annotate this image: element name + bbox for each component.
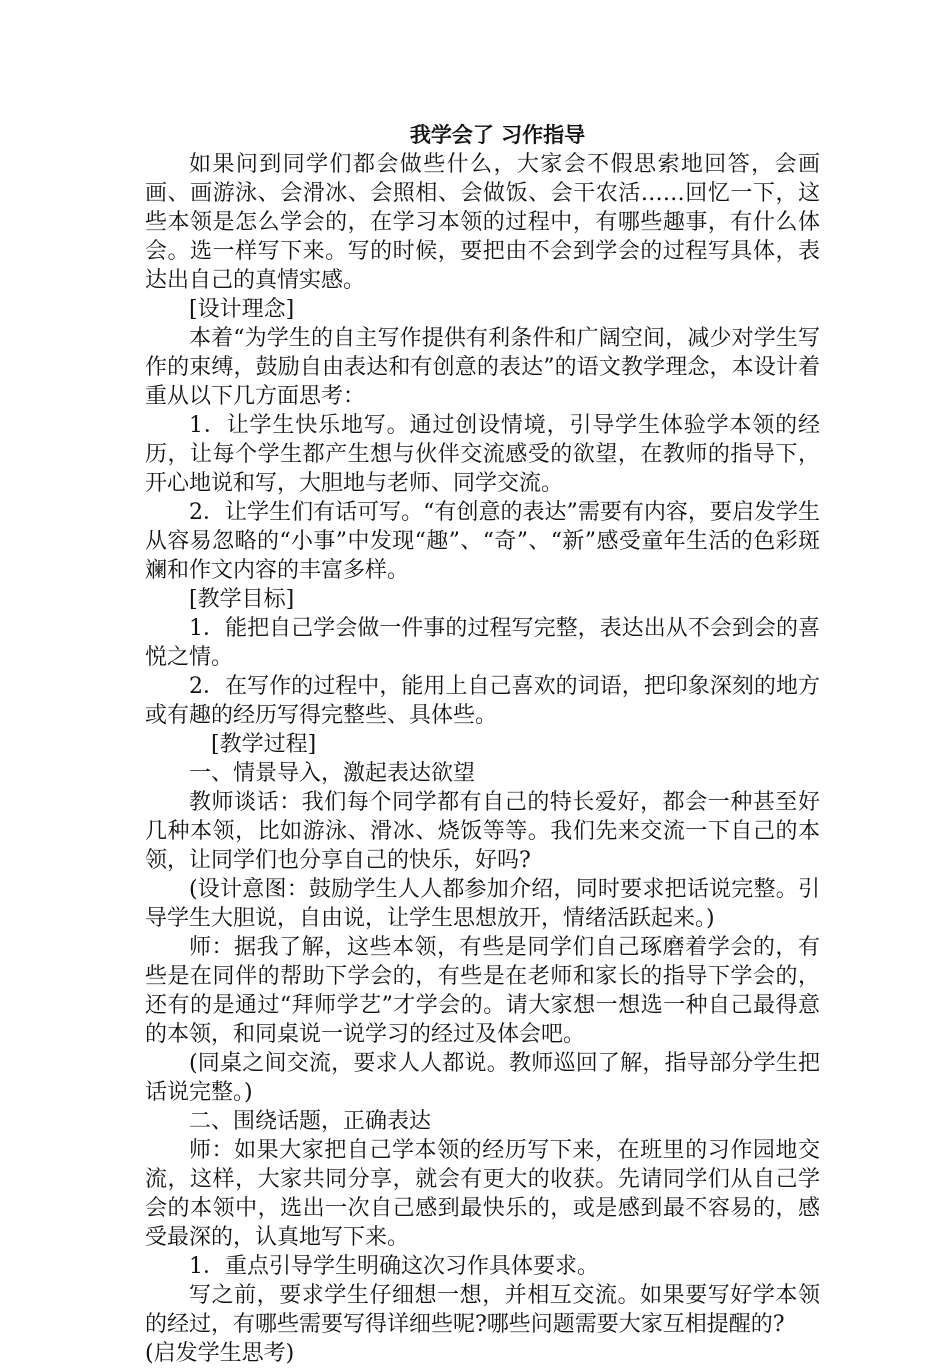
process-step-1-heading: 一、情景导入，激起表达欲望 (189, 761, 476, 786)
teacher-explanation-paragraph: 师：据我了解，这些本领，有些是同学们自己琢磨着学会的，有些是在同伴的帮助下学会的，有些是在老师和家长的指导下学会的，还有的是通过“拜师学艺”才学会的。请大家想一想选一种自己最得意的本领，和同桌说一说学习的经过及体会吧。 (145, 935, 820, 1047)
section-heading-design-concept: [设计理念] (189, 297, 295, 322)
document-title: 我学会了 习作指导 (409, 123, 586, 147)
document-page (145, 120, 820, 1368)
section-heading-teaching-goals: [教学目标] (189, 587, 295, 612)
design-concept-paragraph: 本着“为学生的自主写作提供有利条件和广阔空间，减少对学生写作的束缚，鼓励自由表达和有创意的表达”的语文教学理念，本设计着重从以下几方面思考： (145, 326, 820, 409)
goal-1: 1．能把自己学会做一件事的过程写完整，表达出从不会到会的喜悦之情。 (145, 616, 820, 670)
goal-2: 2．在写作的过程中，能用上自己喜欢的词语，把印象深刻的地方或有趣的经历写得完整些、具体些。 (145, 674, 820, 728)
key-guidance-point: 1．重点引导学生明确这次习作具体要求。 (189, 1254, 599, 1279)
pre-writing-paragraph: 写之前，要求学生仔细想一想，并相互交流。如果要写好学本领的经过，有哪些需要写得详细些呢?哪些问题需要大家互相提醒的? (145, 1283, 820, 1337)
design-point-2: 2．让学生们有话可写。“有创意的表达”需要有内容，要启发学生从容易忽略的“小事”中发现“趣”、“奇”、“新”感受童年生活的色彩斑斓和作文内容的丰富多样。 (145, 500, 820, 583)
process-step-2-heading: 二、围绕话题，正确表达 (189, 1109, 432, 1134)
teacher-talk-paragraph: 教师谈话：我们每个同学都有自己的特长爱好，都会一种甚至好几种本领，比如游泳、滑冰、烧饭等等。我们先来交流一下自己的本领，让同学们也分享自己的快乐，好吗? (145, 790, 820, 873)
design-intent-note: (设计意图：鼓励学生人人都参加介绍，同时要求把话说完整。引导学生大胆说，自由说，让学生思想放开，情绪活跃起来。) (145, 877, 820, 931)
section-heading-teaching-process: [教学过程] (211, 732, 317, 757)
intro-paragraph: 如果问到同学们都会做些什么，大家会不假思索地回答，会画画、画游泳、会滑冰、会照相、会做饭、会干农活……回忆一下，这些本领是怎么学会的，在学习本领的过程中，有哪些趣事，有什么体会。选一样写下来。写的时候，要把由不会到学会的过程写具体，表达出自己的真情实感。 (145, 152, 820, 293)
peer-exchange-note: (同桌之间交流，要求人人都说。教师巡回了解，指导部分学生把话说完整。) (145, 1051, 820, 1105)
design-point-1: 1．让学生快乐地写。通过创设情境，引导学生体验学本领的经历，让每个学生都产生想与伙伴交流感受的欲望，在教师的指导下，开心地说和写，大胆地与老师、同学交流。 (145, 413, 820, 496)
teacher-writing-instruction: 师：如果大家把自己学本领的经历写下来，在班里的习作园地交流，这样，大家共同分享，就会有更大的收获。先请同学们从自己学会的本领中，选出一次自己感到最快乐的，或是感到最不容易的，感受最深的，认真地写下来。 (145, 1138, 820, 1250)
inspire-thinking-note: (启发学生思考) (145, 1341, 295, 1366)
